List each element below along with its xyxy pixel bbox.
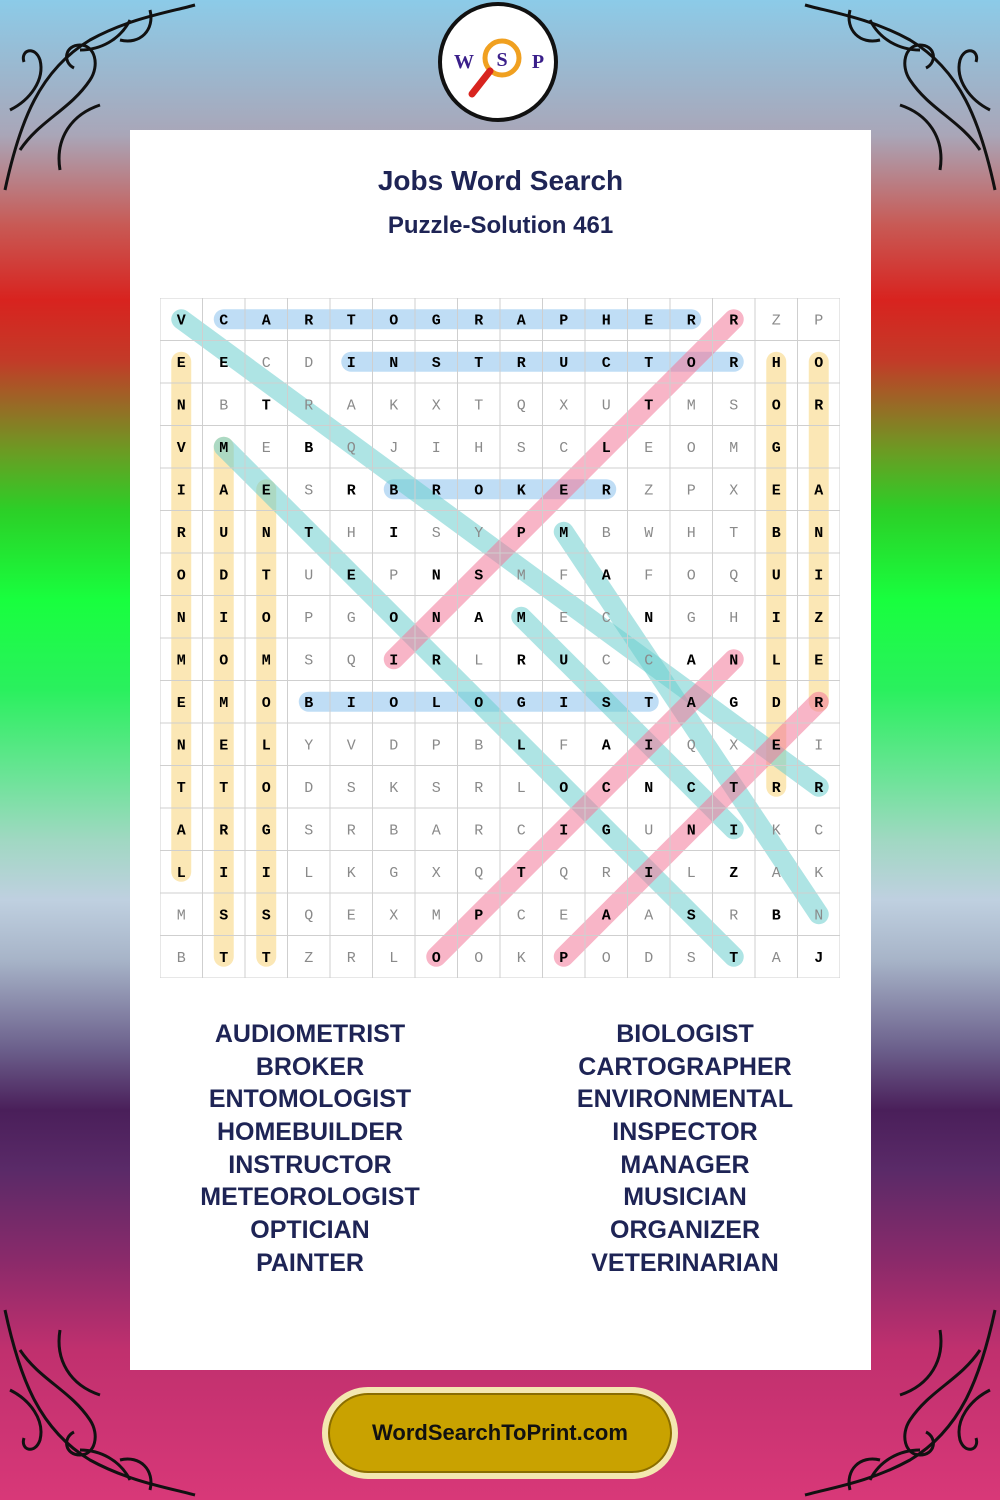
grid-cell-letter: X	[431, 864, 441, 882]
word-list-item: ENVIRONMENTAL	[576, 1085, 794, 1114]
grid-cell-letter: P	[389, 567, 399, 585]
grid-cell-letter: B	[771, 907, 781, 925]
grid-cell-letter: S	[431, 354, 441, 372]
grid-cell-letter: I	[346, 694, 356, 712]
grid-cell-letter: P	[814, 312, 824, 330]
grid-cell-letter: O	[431, 949, 441, 967]
grid-cell-letter: B	[219, 397, 229, 415]
grid-cell-letter: O	[389, 694, 399, 712]
grid-cell-letter: L	[516, 737, 526, 755]
grid-cell-letter: J	[389, 439, 399, 457]
grid-cell-letter: S	[304, 822, 314, 840]
grid-cell-letter: L	[261, 737, 271, 755]
grid-cell-letter: R	[474, 822, 484, 840]
grid-cell-letter: T	[474, 397, 484, 415]
grid-cell-letter: I	[644, 864, 654, 882]
grid-cell-letter: F	[559, 737, 569, 755]
grid-cell-letter: B	[474, 737, 484, 755]
grid-cell-letter: L	[389, 949, 399, 967]
grid-cell-letter: E	[644, 312, 654, 330]
word-list-item: PAINTER	[256, 1248, 364, 1277]
grid-cell-letter: K	[389, 397, 399, 415]
grid-cell-letter: N	[431, 609, 441, 627]
grid-cell-letter: R	[686, 312, 696, 330]
grid-canvas	[160, 298, 840, 978]
word-search-grid	[160, 298, 840, 978]
grid-cell-letter: R	[814, 397, 824, 415]
grid-cell-letter: B	[601, 524, 611, 542]
site-logo[interactable]	[438, 2, 558, 122]
grid-cell-letter: G	[601, 822, 611, 840]
grid-cell-letter: I	[729, 822, 739, 840]
grid-cell-letter: O	[261, 609, 271, 627]
grid-cell-letter: Q	[346, 439, 356, 457]
grid-cell-letter: W	[644, 524, 654, 542]
grid-cell-letter: N	[644, 609, 654, 627]
word-list-item: ORGANIZER	[610, 1216, 760, 1245]
grid-cell-letter: E	[559, 482, 569, 500]
word-list-item: VETERINARIAN	[591, 1248, 779, 1277]
magnifier-logo-icon	[442, 6, 554, 118]
grid-cell-letter: T	[516, 864, 526, 882]
grid-cell-letter: I	[644, 737, 654, 755]
grid-cell-letter: O	[261, 694, 271, 712]
grid-cell-letter: A	[644, 907, 654, 925]
grid-cell-letter: H	[771, 354, 781, 372]
grid-cell-letter: A	[814, 482, 824, 500]
grid-cell-letter: B	[176, 949, 186, 967]
word-list-item: BROKER	[255, 1052, 365, 1081]
grid-cell-letter: Q	[516, 397, 526, 415]
grid-cell-letter: G	[346, 609, 356, 627]
grid-cell-letter: P	[559, 949, 569, 967]
grid-cell-letter: S	[516, 439, 526, 457]
grid-cell-letter: P	[474, 907, 484, 925]
grid-cell-letter: M	[219, 439, 229, 457]
word-list-item: BIOLOGIST	[616, 1020, 754, 1048]
grid-cell-letter: Q	[729, 567, 739, 585]
grid-cell-letter: K	[516, 949, 526, 967]
grid-cell-letter: Q	[304, 907, 314, 925]
word-list-item: MUSICIAN	[623, 1183, 747, 1212]
grid-cell-letter: E	[219, 737, 229, 755]
grid-cell-letter: J	[814, 949, 824, 967]
grid-cell-letter: I	[814, 737, 824, 755]
grid-cell-letter: O	[601, 949, 611, 967]
grid-cell-letter: G	[686, 609, 696, 627]
grid-cell-letter: E	[644, 439, 654, 457]
grid-cell-letter: N	[686, 822, 696, 840]
grid-cell-letter: R	[601, 482, 611, 500]
grid-cell-letter: R	[346, 822, 356, 840]
grid-cell-letter: Q	[346, 652, 356, 670]
grid-cell-letter: A	[771, 864, 781, 882]
grid-cell-letter: E	[176, 694, 186, 712]
grid-cell-letter: S	[686, 949, 696, 967]
grid-cell-letter: K	[389, 779, 399, 797]
grid-cell-letter: X	[389, 907, 399, 925]
grid-cell-letter: A	[219, 482, 229, 500]
grid-cell-letter: R	[304, 397, 314, 415]
grid-cell-letter: G	[389, 864, 399, 882]
word-list-item: INSTRUCTOR	[228, 1150, 392, 1179]
grid-cell-letter: H	[346, 524, 356, 542]
grid-cell-letter: U	[644, 822, 654, 840]
grid-cell-letter: Q	[559, 864, 569, 882]
grid-cell-letter: B	[771, 524, 781, 542]
grid-cell-letter: R	[431, 482, 441, 500]
word-list-item: INSPECTOR	[612, 1118, 758, 1147]
grid-cell-letter: C	[601, 779, 611, 797]
grid-cell-letter: R	[219, 822, 229, 840]
grid-cell-letter: M	[431, 907, 441, 925]
logo-letter-p: P	[531, 51, 545, 73]
word-list-item: MANAGER	[620, 1150, 750, 1179]
puzzle-panel	[130, 130, 871, 1370]
grid-cell-letter: S	[346, 779, 356, 797]
grid-cell-letter: D	[644, 949, 654, 967]
grid-cell-letter: R	[516, 652, 526, 670]
grid-cell-letter: T	[474, 354, 484, 372]
grid-cell-letter: S	[686, 907, 696, 925]
word-list-item: AUDIOMETRIST	[214, 1020, 406, 1048]
grid-cell-letter: N	[176, 609, 186, 627]
grid-cell-letter: R	[814, 694, 824, 712]
grid-cell-letter: R	[516, 354, 526, 372]
grid-cell-letter: I	[771, 609, 781, 627]
grid-cell-letter: E	[219, 354, 229, 372]
grid-cell-letter: G	[771, 439, 781, 457]
grid-cell-letter: O	[474, 482, 484, 500]
grid-cell-letter: U	[304, 567, 314, 585]
grid-cell-letter: I	[814, 567, 824, 585]
grid-cell-letter: C	[261, 354, 271, 372]
grid-cell-letter: S	[304, 482, 314, 500]
grid-cell-letter: D	[304, 354, 314, 372]
grid-cell-letter: F	[559, 567, 569, 585]
grid-cell-letter: P	[431, 737, 441, 755]
grid-cell-letter: I	[431, 439, 441, 457]
grid-cell-letter: H	[729, 609, 739, 627]
grid-cell-letter: I	[176, 482, 186, 500]
grid-cell-letter: A	[771, 949, 781, 967]
grid-cell-letter: O	[559, 779, 569, 797]
word-list-right	[500, 1018, 870, 1280]
grid-cell-letter: I	[346, 354, 356, 372]
grid-cell-letter: T	[729, 949, 739, 967]
grid-cell-letter: T	[644, 397, 654, 415]
grid-cell-letter: E	[559, 609, 569, 627]
grid-cell-letter: X	[431, 397, 441, 415]
grid-cell-letter: R	[474, 779, 484, 797]
word-list-item: METEOROLOGIST	[200, 1183, 420, 1212]
grid-cell-letter: M	[516, 609, 526, 627]
grid-cell-letter: T	[644, 354, 654, 372]
grid-cell-letter: D	[771, 694, 781, 712]
grid-cell-letter: Z	[729, 864, 739, 882]
grid-cell-letter: S	[431, 524, 441, 542]
grid-cell-letter: E	[814, 652, 824, 670]
grid-cell-letter: C	[601, 652, 611, 670]
grid-cell-letter: Z	[304, 949, 314, 967]
word-list-item: HOMEBUILDER	[216, 1118, 404, 1147]
grid-cell-letter: O	[814, 354, 824, 372]
grid-cell-letter: N	[431, 567, 441, 585]
grid-cell-letter: S	[431, 779, 441, 797]
grid-cell-letter: O	[686, 567, 696, 585]
grid-cell-letter: N	[814, 524, 824, 542]
grid-cell-letter: C	[601, 609, 611, 627]
grid-cell-letter: O	[389, 609, 399, 627]
grid-cell-letter: N	[814, 907, 824, 925]
grid-cell-letter: S	[729, 397, 739, 415]
grid-cell-letter: A	[431, 822, 441, 840]
grid-cell-letter: E	[261, 482, 271, 500]
grid-cell-letter: U	[559, 354, 569, 372]
grid-cell-letter: N	[389, 354, 399, 372]
grid-cell-letter: S	[261, 907, 271, 925]
grid-cell-letter: M	[516, 567, 526, 585]
grid-cell-letter: U	[601, 397, 611, 415]
grid-cell-letter: H	[474, 439, 484, 457]
grid-cell-letter: M	[559, 524, 569, 542]
grid-cell-letter: T	[304, 524, 314, 542]
grid-cell-letter: C	[644, 652, 654, 670]
grid-cell-letter: E	[346, 567, 356, 585]
grid-cell-letter: O	[389, 312, 399, 330]
grid-cell-letter: I	[219, 864, 229, 882]
grid-cell-letter: G	[261, 822, 271, 840]
grid-cell-letter: D	[304, 779, 314, 797]
logo-letter-s: S	[496, 49, 508, 71]
grid-cell-letter: V	[346, 737, 356, 755]
page-title: Jobs Word Search	[377, 165, 624, 196]
grid-cell-letter: T	[729, 524, 739, 542]
grid-cell-letter: T	[176, 779, 186, 797]
grid-cell-letter: R	[729, 312, 739, 330]
grid-cell-letter: C	[601, 354, 611, 372]
grid-cell-letter: T	[261, 949, 271, 967]
grid-cell-letter: I	[559, 822, 569, 840]
grid-cell-letter: H	[686, 524, 696, 542]
grid-cell-letter: C	[686, 779, 696, 797]
grid-cell-letter: V	[176, 439, 186, 457]
grid-cell-letter: K	[346, 864, 356, 882]
grid-cell-letter: A	[601, 737, 611, 755]
grid-cell-letter: L	[686, 864, 696, 882]
grid-cell-letter: L	[601, 439, 611, 457]
grid-cell-letter: N	[176, 737, 186, 755]
grid-cell-letter: N	[176, 397, 186, 415]
grid-cell-letter: E	[559, 907, 569, 925]
grid-cell-letter: I	[559, 694, 569, 712]
grid-cell-letter: Q	[686, 737, 696, 755]
grid-cell-letter: T	[729, 779, 739, 797]
grid-cell-letter: M	[261, 652, 271, 670]
grid-cell-letter: D	[389, 737, 399, 755]
grid-cell-letter: N	[729, 652, 739, 670]
grid-cell-letter: R	[601, 864, 611, 882]
grid-cell-letter: L	[771, 652, 781, 670]
grid-cell-letter: G	[729, 694, 739, 712]
grid-cell-letter: A	[601, 907, 611, 925]
word-list-left	[125, 1018, 495, 1280]
grid-cell-letter: Y	[474, 524, 484, 542]
grid-cell-letter: R	[346, 482, 356, 500]
grid-cell-letter: D	[219, 567, 229, 585]
grid-cell-letter: A	[474, 609, 484, 627]
grid-cell-letter: S	[601, 694, 611, 712]
grid-cell-letter: P	[304, 609, 314, 627]
grid-cell-letter: B	[304, 439, 314, 457]
grid-cell-letter: T	[644, 694, 654, 712]
website-button[interactable]	[322, 1387, 678, 1479]
grid-cell-letter: T	[219, 949, 229, 967]
grid-cell-letter: M	[176, 907, 186, 925]
grid-cell-letter: X	[559, 397, 569, 415]
grid-cell-letter: I	[261, 864, 271, 882]
grid-cell-letter: A	[686, 652, 696, 670]
grid-cell-letter: I	[219, 609, 229, 627]
grid-cell-letter: E	[261, 439, 271, 457]
grid-cell-letter: O	[771, 397, 781, 415]
grid-cell-letter: X	[729, 482, 739, 500]
grid-cell-letter: O	[219, 652, 229, 670]
grid-cell-letter: A	[601, 567, 611, 585]
grid-cell-letter: A	[261, 312, 271, 330]
grid-cell-letter: P	[559, 312, 569, 330]
word-list-item: CARTOGRAPHER	[578, 1052, 792, 1081]
grid-cell-letter: B	[389, 482, 399, 500]
grid-cell-letter: M	[686, 397, 696, 415]
grid-cell-letter: O	[261, 779, 271, 797]
grid-cell-letter: U	[219, 524, 229, 542]
grid-cell-letter: R	[346, 949, 356, 967]
grid-cell-letter: Y	[304, 737, 314, 755]
grid-cell-letter: G	[431, 312, 441, 330]
grid-cell-letter: P	[516, 524, 526, 542]
grid-cell-letter: C	[219, 312, 229, 330]
grid-cell-letter: A	[686, 694, 696, 712]
grid-cell-letter: A	[346, 397, 356, 415]
grid-cell-letter: K	[814, 864, 824, 882]
grid-cell-letter: V	[176, 312, 186, 330]
grid-cell-letter: B	[304, 694, 314, 712]
grid-cell-letter: Q	[474, 864, 484, 882]
grid-cell-letter: M	[219, 694, 229, 712]
grid-cell-letter: C	[814, 822, 824, 840]
grid-cell-letter: O	[474, 694, 484, 712]
grid-cell-letter: Z	[771, 312, 781, 330]
grid-cell-letter: Z	[814, 609, 824, 627]
grid-cell-letter: U	[771, 567, 781, 585]
word-list-item: ENTOMOLOGIST	[208, 1085, 412, 1114]
grid-cell-letter: O	[176, 567, 186, 585]
grid-cell-letter: X	[729, 737, 739, 755]
grid-cell-letter: C	[516, 907, 526, 925]
grid-cell-letter: K	[516, 482, 526, 500]
grid-cell-letter: T	[261, 397, 271, 415]
grid-cell-letter: S	[474, 567, 484, 585]
grid-cell-letter: O	[686, 439, 696, 457]
grid-cell-letter: M	[729, 439, 739, 457]
grid-cell-letter: R	[431, 652, 441, 670]
website-label: WordSearchToPrint.com	[372, 1420, 628, 1445]
grid-cell-letter: Z	[644, 482, 654, 500]
grid-cell-letter: E	[771, 482, 781, 500]
page-subtitle: Puzzle-Solution 461	[387, 212, 614, 239]
grid-cell-letter: R	[729, 907, 739, 925]
grid-cell-letter: E	[176, 354, 186, 372]
grid-cell-letter: G	[516, 694, 526, 712]
grid-cell-letter: I	[389, 524, 399, 542]
grid-cell-letter: C	[559, 439, 569, 457]
grid-cell-letter: M	[176, 652, 186, 670]
grid-cell-letter: R	[771, 779, 781, 797]
grid-cell-letter: T	[346, 312, 356, 330]
grid-cell-letter: I	[389, 652, 399, 670]
grid-cell-letter: U	[559, 652, 569, 670]
grid-cell-letter: N	[261, 524, 271, 542]
grid-cell-letter: E	[346, 907, 356, 925]
grid-cell-letter: K	[771, 822, 781, 840]
grid-cell-letter: L	[474, 652, 484, 670]
grid-cell-letter: R	[474, 312, 484, 330]
grid-cell-letter: B	[389, 822, 399, 840]
grid-cell-letter: N	[644, 779, 654, 797]
word-list-item: OPTICIAN	[250, 1216, 370, 1245]
logo-letter-w: W	[454, 51, 474, 73]
grid-cell-letter: L	[304, 864, 314, 882]
grid-cell-letter: L	[516, 779, 526, 797]
grid-cell-letter: R	[814, 779, 824, 797]
grid-cell-letter: H	[601, 312, 611, 330]
grid-cell-letter: A	[176, 822, 186, 840]
grid-cell-letter: A	[516, 312, 526, 330]
grid-cell-letter: F	[644, 567, 654, 585]
grid-cell-letter: R	[176, 524, 186, 542]
grid-cell-letter: O	[686, 354, 696, 372]
grid-cell-letter: P	[686, 482, 696, 500]
grid-cell-letter: C	[516, 822, 526, 840]
grid-cell-letter: R	[729, 354, 739, 372]
grid-cell-letter: S	[304, 652, 314, 670]
grid-cell-letter: L	[176, 864, 186, 882]
grid-cell-letter: R	[304, 312, 314, 330]
grid-cell-letter: T	[219, 779, 229, 797]
grid-cell-letter: O	[474, 949, 484, 967]
grid-cell-letter: L	[431, 694, 441, 712]
grid-cell-letter: S	[219, 907, 229, 925]
grid-cell-letter: T	[261, 567, 271, 585]
grid-cell-letter: E	[771, 737, 781, 755]
